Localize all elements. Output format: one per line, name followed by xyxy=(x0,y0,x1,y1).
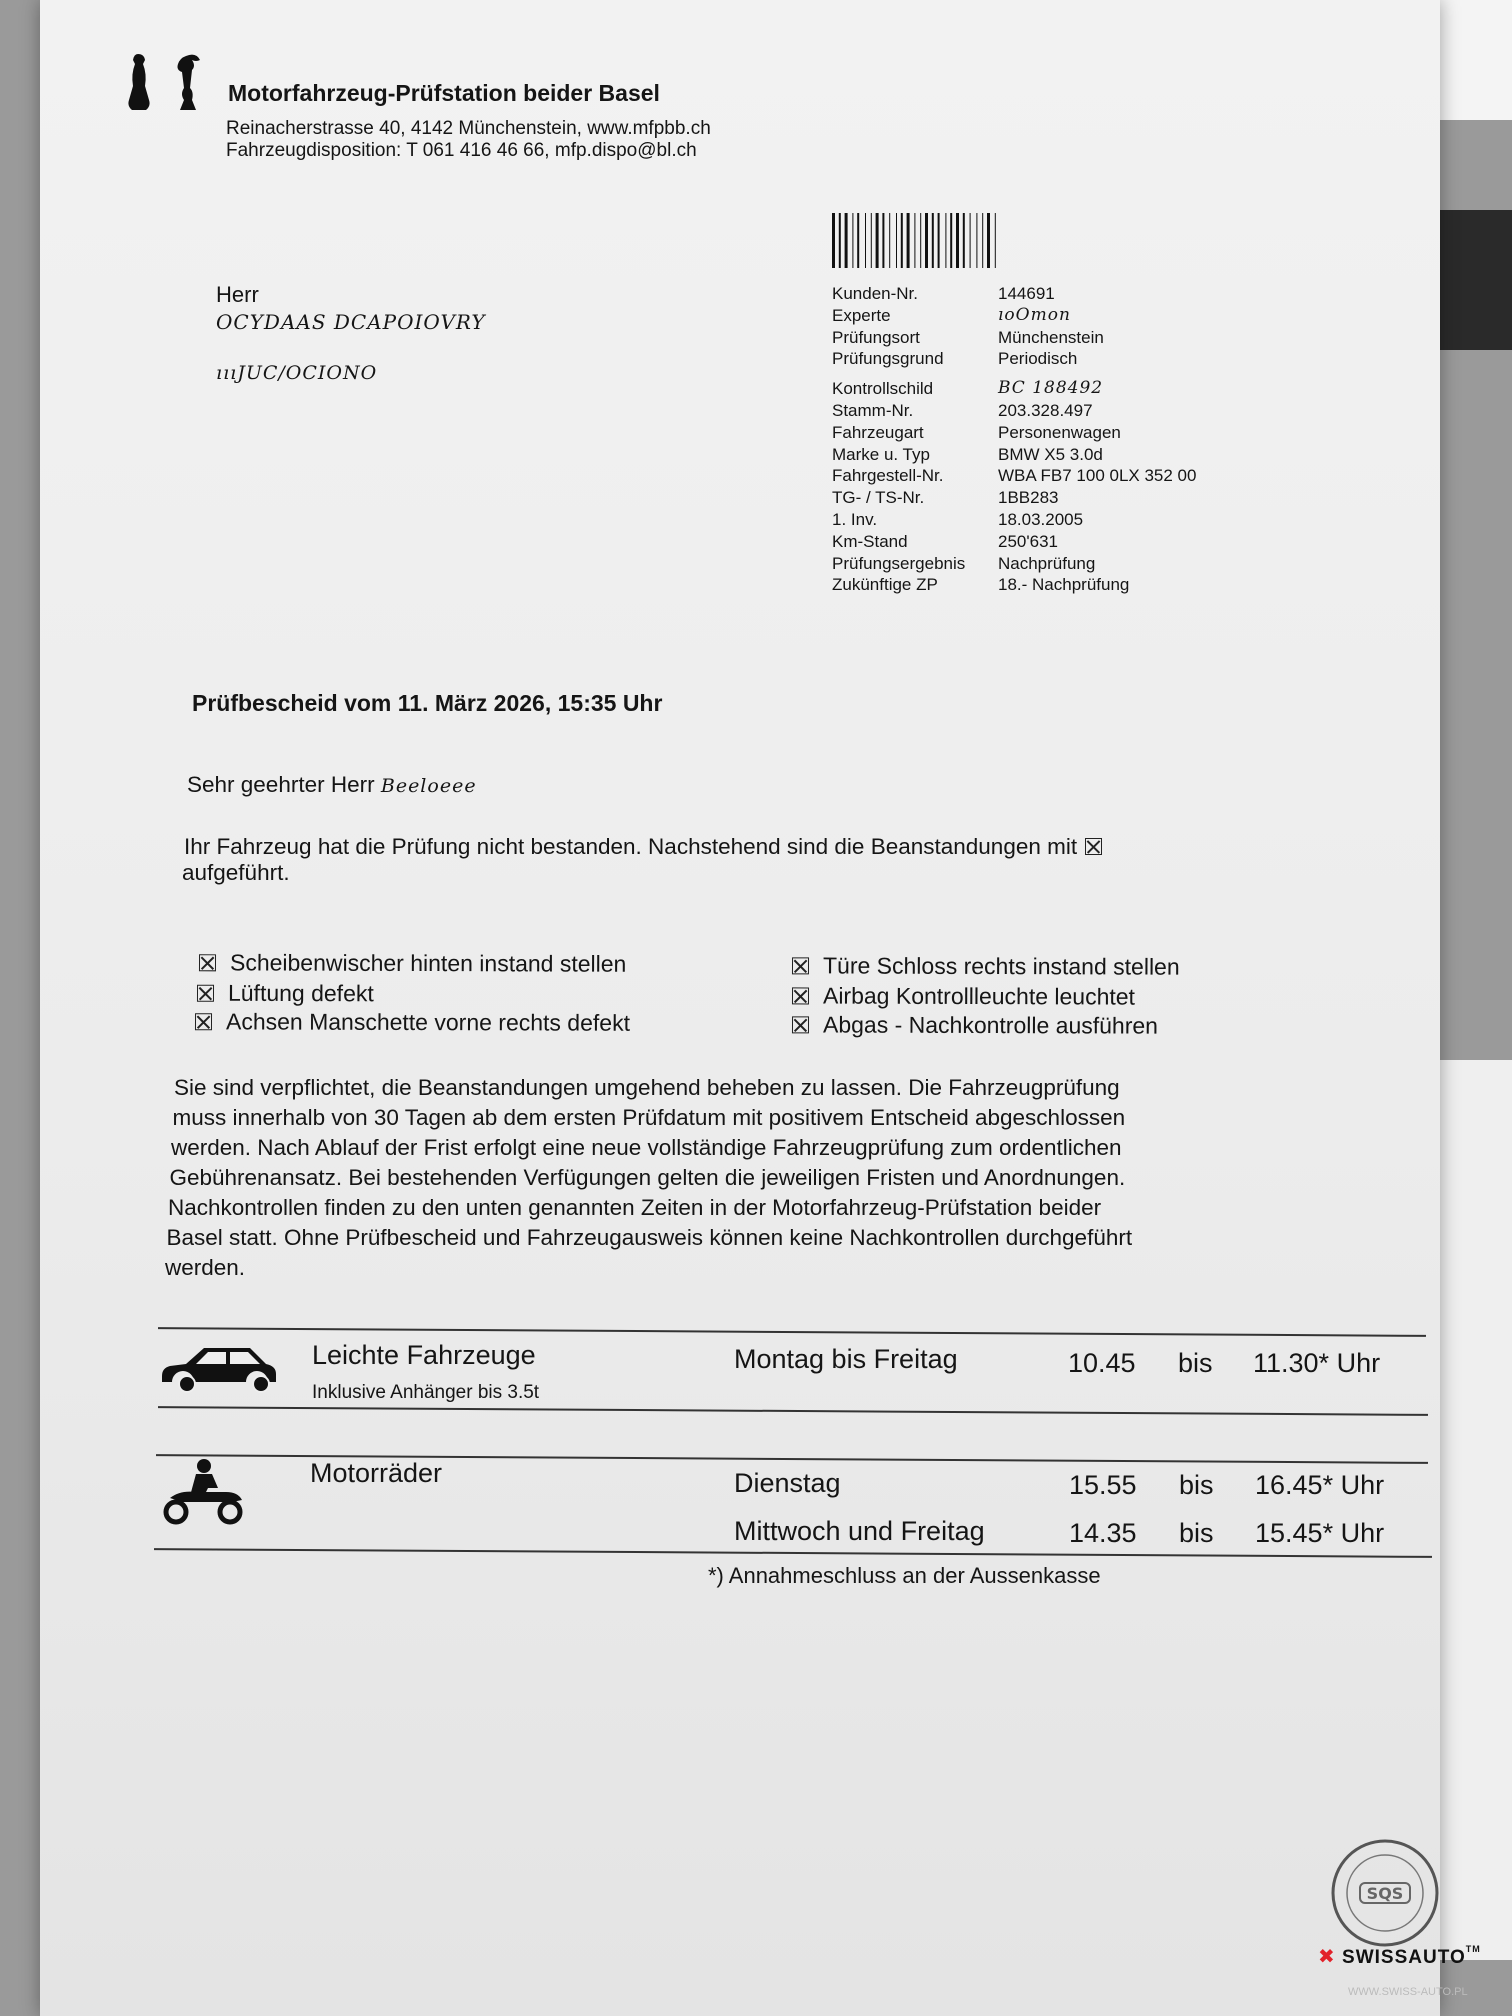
sqs-certification-stamp-icon xyxy=(1330,1838,1440,1948)
watermark-brand xyxy=(1318,1944,1481,1969)
checkbox-checked-icon xyxy=(195,1013,212,1030)
info-value: BC 188492 xyxy=(998,378,1104,399)
body-line: muss innerhalb von 30 Tagen ab dem ersten Prüfdatum mit positivem Entscheid abgeschlossen xyxy=(172,1105,1126,1130)
info-row xyxy=(832,553,1196,575)
stamp-text: SQS xyxy=(1366,1884,1404,1903)
barcode-bar xyxy=(845,213,848,268)
barcode-bar xyxy=(907,213,910,268)
body-line: Gebührenansatz. Bei bestehenden Verfügungen gelten die jeweiligen Fristen und Anordnungen. xyxy=(169,1165,1126,1190)
barcode-bar xyxy=(982,213,983,268)
org-name: Motorfahrzeug-Prüfstation beider Basel xyxy=(228,80,660,106)
info-label: Stamm-Nr. xyxy=(832,400,914,420)
barcode-bar xyxy=(932,213,934,268)
info-value: 250'631 xyxy=(998,531,1058,551)
body-line: Nachkontrollen finden zu den unten genannten Zeiten in der Motorfahrzeug-Prüfstation beider xyxy=(168,1195,1102,1220)
info-label: Prüfungsergebnis xyxy=(832,553,966,573)
info-label: Prüfungsgrund xyxy=(832,349,944,369)
checkbox-checked-icon xyxy=(792,1016,809,1033)
barcode-bar xyxy=(945,213,946,268)
info-label: Prüfungsort xyxy=(832,327,920,347)
schedule-rule-bottom xyxy=(154,1548,1432,1557)
barcode-bar xyxy=(852,213,853,268)
barcode-bar xyxy=(987,213,990,268)
info-row xyxy=(832,283,1196,305)
cars-days: Montag bis Freitag xyxy=(734,1344,958,1374)
body-line: Sie sind verpflichtet, die Beanstandungen umgehend beheben zu lassen. Die Fahrzeugprüfung xyxy=(174,1075,1120,1100)
letter-title: Prüfbescheid vom 11. März 2026, 15:35 Uhr xyxy=(192,690,663,716)
moto-from: 14.35 xyxy=(1069,1518,1137,1548)
info-row xyxy=(832,305,1196,327)
info-label: 1. Inv. xyxy=(832,509,878,529)
info-value: 1BB283 xyxy=(998,488,1059,508)
watermark-url: WWW.SWISS-AUTO.PL xyxy=(1348,1986,1468,1998)
info-value: Nachprüfung xyxy=(998,553,1096,573)
checkbox-checked-icon xyxy=(792,987,809,1004)
info-label: Zukünftige ZP xyxy=(832,575,938,595)
letter-body xyxy=(162,1073,1342,1283)
schedule-rule-mid xyxy=(158,1406,1428,1415)
document-page xyxy=(40,0,1440,2016)
moto-to: 16.45* Uhr xyxy=(1255,1470,1385,1500)
barcode-bar xyxy=(950,213,952,268)
info-value: Personenwagen xyxy=(998,422,1121,442)
cars-from: 10.45 xyxy=(1068,1348,1136,1378)
cars-subtitle: Inklusive Anhänger bis 3.5t xyxy=(312,1382,540,1403)
info-value: WBA FB7 100 0LX 352 00 xyxy=(998,466,1197,486)
info-value: Münchenstein xyxy=(998,327,1104,347)
barcode-bar xyxy=(896,213,897,268)
greeting-name: Beeloeee xyxy=(380,775,477,797)
defect-text: Airbag Kontrollleuchte leuchtet xyxy=(822,982,1136,1010)
defect-item xyxy=(792,982,1135,1010)
defect-text: Scheibenwischer hinten instand stellen xyxy=(229,949,627,977)
moto-from: 15.55 xyxy=(1069,1470,1137,1500)
info-value: ıoOmon xyxy=(998,304,1071,325)
body-line: werden. Nach Ablauf der Frist erfolgt eine neue vollständige Fahrzeugprüfung zum ordentlichen xyxy=(171,1135,1122,1160)
info-label: Fahrzeugart xyxy=(832,422,924,442)
intro-line-2: aufgeführt. xyxy=(182,860,290,885)
defect-text: Achsen Manschette vorne rechts defekt xyxy=(225,1008,631,1036)
info-label: Km-Stand xyxy=(832,531,908,551)
watermark-brand-text: SWISSAUTO xyxy=(1342,1947,1466,1968)
info-row xyxy=(832,348,1196,370)
checkbox-checked-icon xyxy=(197,985,214,1002)
barcode-bar xyxy=(995,213,996,268)
greeting xyxy=(187,772,477,798)
info-row xyxy=(832,422,1196,444)
info-row xyxy=(832,487,1196,509)
info-row xyxy=(832,444,1196,466)
info-value: 203.328.497 xyxy=(998,400,1093,420)
swissauto-logo-icon: ✖ xyxy=(1318,1946,1336,1968)
defect-item xyxy=(195,1008,630,1037)
moto-days: Mittwoch und Freitag xyxy=(734,1516,985,1546)
defect-item xyxy=(199,949,626,977)
barcode-bar xyxy=(832,213,835,268)
moto-title: Motorräder xyxy=(310,1458,443,1488)
info-label: Marke u. Typ xyxy=(832,444,930,464)
info-row xyxy=(832,465,1196,487)
info-row xyxy=(832,531,1196,553)
barcode-bar xyxy=(925,213,928,268)
barcode xyxy=(832,213,1068,268)
schedule-footnote: *) Annahmeschluss an der Aussenkasse xyxy=(708,1563,1101,1588)
info-row xyxy=(832,327,1196,349)
checkbox-checked-icon xyxy=(199,954,216,971)
barcode-bar xyxy=(882,213,884,268)
info-value: BMW X5 3.0d xyxy=(998,444,1103,464)
barcode-bar xyxy=(901,213,903,268)
defect-text: Türe Schloss rechts instand stellen xyxy=(822,952,1180,980)
basel-coat-of-arms-icon xyxy=(124,52,214,116)
greeting-prefix: Sehr geehrter Herr xyxy=(187,772,375,797)
intro-line-1 xyxy=(184,834,1102,860)
recipient-salutation: Herr xyxy=(216,282,259,307)
org-dispo: Fahrzeugdisposition: T 061 416 46 66, mfp.dispo@bl.ch xyxy=(226,140,697,161)
motorcycle-icon xyxy=(160,1458,248,1526)
checkbox-checked-icon xyxy=(1085,838,1102,855)
info-value: Periodisch xyxy=(998,349,1078,369)
info-label: Experte xyxy=(832,305,891,325)
info-row xyxy=(832,378,1196,400)
defect-item xyxy=(792,1011,1158,1039)
moto-days: Dienstag xyxy=(734,1468,841,1498)
barcode-bar xyxy=(970,213,971,268)
barcode-bar xyxy=(865,213,866,268)
info-label: TG- / TS-Nr. xyxy=(832,488,925,508)
body-line: Basel statt. Ohne Prüfbescheid und Fahrzeugausweis können keine Nachkontrollen durchgeführt xyxy=(166,1225,1133,1250)
vehicle-info-block xyxy=(832,283,1196,596)
info-label: Kunden-Nr. xyxy=(832,284,918,303)
recipient-name: OCYDAAS DCAPOIOVRY xyxy=(216,310,486,334)
defect-item xyxy=(197,980,374,1008)
defect-item xyxy=(792,952,1180,980)
barcode-bar xyxy=(889,213,890,268)
moto-sep: bis xyxy=(1179,1470,1214,1500)
barcode-bar xyxy=(876,213,879,268)
info-row xyxy=(832,400,1196,422)
barcode-bar xyxy=(857,213,859,268)
intro-line-1-text: Ihr Fahrzeug hat die Prüfung nicht bestanden. Nachstehend sind die Beanstandungen mit xyxy=(184,834,1078,859)
info-value: 18.03.2005 xyxy=(998,509,1084,529)
defect-text: Lüftung defekt xyxy=(227,979,374,1007)
barcode-bar xyxy=(871,213,872,268)
defect-text: Abgas - Nachkontrolle ausführen xyxy=(822,1011,1159,1039)
info-label: Fahrgestell-Nr. xyxy=(832,466,944,486)
car-icon xyxy=(158,1342,288,1396)
checkbox-checked-icon xyxy=(792,957,809,974)
moto-to: 15.45* Uhr xyxy=(1255,1518,1385,1548)
info-row xyxy=(832,574,1196,596)
barcode-bar xyxy=(963,213,965,268)
cars-sep: bis xyxy=(1178,1348,1213,1378)
info-gap xyxy=(832,370,1196,378)
cars-title: Leichte Fahrzeuge xyxy=(312,1340,536,1370)
cars-to: 11.30* Uhr xyxy=(1253,1348,1381,1378)
info-row xyxy=(832,509,1196,531)
info-value: 144691 xyxy=(998,284,1055,303)
moto-sep: bis xyxy=(1179,1518,1214,1548)
barcode-bar xyxy=(938,213,940,268)
watermark-tm: TM xyxy=(1465,1944,1481,1954)
barcode-bar xyxy=(914,213,915,268)
info-value: 18.- Nachprüfung xyxy=(998,575,1130,595)
barcode-bar xyxy=(920,213,921,268)
body-line: werden. xyxy=(165,1255,246,1280)
info-label: Kontrollschild xyxy=(832,379,934,399)
barcode-bar xyxy=(956,213,959,268)
schedule-rule-top xyxy=(158,1327,1426,1336)
recipient-city: ıııJUC/OCIONO xyxy=(216,362,378,384)
org-address: Reinacherstrasse 40, 4142 Münchenstein, www.mfpbb.ch xyxy=(226,118,711,139)
barcode-bar xyxy=(839,213,841,268)
barcode-bar xyxy=(976,213,977,268)
